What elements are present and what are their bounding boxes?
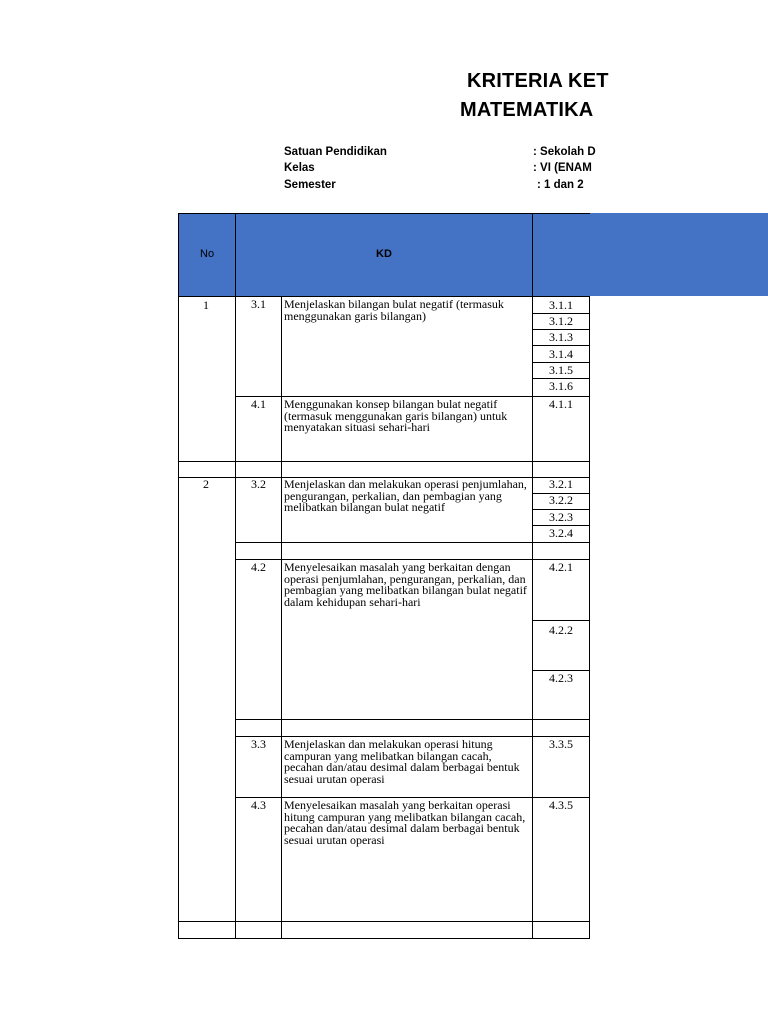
indicator-code: 4.2.2 [549,623,573,637]
indicator-code: 3.2.3 [549,510,573,524]
indicator-code: 4.2.1 [549,560,573,574]
kd-code: 3.2 [251,477,266,491]
meta-value-satuan: : Sekolah D [533,146,596,158]
header-kd: KD [376,248,392,260]
indicator-code: 3.1.1 [549,298,573,312]
group-no-2: 2 [203,477,209,491]
indicator-code: 3.1.6 [549,379,573,393]
kd-code: 4.2 [251,560,266,574]
header-no: No [200,248,215,260]
kd-code: 3.3 [251,737,266,751]
indicator-code: 3.2.4 [549,526,573,540]
kd-text: Menjelaskan dan melakukan operasi penjumlahan, pengurangan, perkalian, dan pembagian yang melibatkan bilangan bulat negatif [284,477,527,514]
page-title-line-2: MATEMATIKA [460,99,594,121]
kd-text: Menjelaskan dan melakukan operasi hitung campuran yang melibatkan bilangan cacah, pecahan dan/atau desimal dalam berbagai bentuk sesuai urutan operasi [284,737,520,786]
meta-value-kelas: : VI (ENAM [533,162,592,174]
indicator-code: 4.3.5 [549,798,573,812]
indicator-code: 3.2.2 [549,493,573,507]
indicator-code: 4.1.1 [549,397,573,411]
kd-text: Menyelesaikan masalah yang berkaitan operasi hitung campuran yang melibatkan bilangan cacah, pecahan dan/atau desimal dalam berbagai bentuk sesuai urutan operasi [284,798,526,847]
indicator-code: 3.1.2 [549,314,573,328]
kd-text: Menjelaskan bilangan bulat negatif (termasuk menggunakan garis bilangan) [284,297,504,323]
kd-code: 4.1 [251,397,266,411]
indicator-code: 3.2.1 [549,477,573,491]
indicator-code: 3.3.5 [549,737,573,751]
kd-code: 3.1 [251,297,266,311]
kd-code: 4.3 [251,798,266,812]
indicator-code: 3.1.4 [549,347,573,361]
meta-label-satuan: Satuan Pendidikan [284,146,387,158]
page-title-line-1: KRITERIA KET [467,70,609,92]
meta-label-semester: Semester [284,179,336,191]
kd-text: Menyelesaikan masalah yang berkaitan dengan operasi penjumlahan, pengurangan, perkalian, dan pembagian yang melibatkan bilangan bulat negatif dalam kehidupan sehari-hari [284,560,527,609]
meta-value-semester: : 1 dan 2 [537,179,584,191]
meta-label-kelas: Kelas [284,162,315,174]
indicator-code: 3.1.5 [549,363,573,377]
indicator-code: 4.2.3 [549,671,573,685]
indicator-code: 3.1.3 [549,330,573,344]
group-no-1: 1 [203,298,209,312]
kd-text: Menggunakan konsep bilangan bulat negatif (termasuk menggunakan garis bilangan) untuk menyatakan situasi sehari-hari [284,397,508,434]
